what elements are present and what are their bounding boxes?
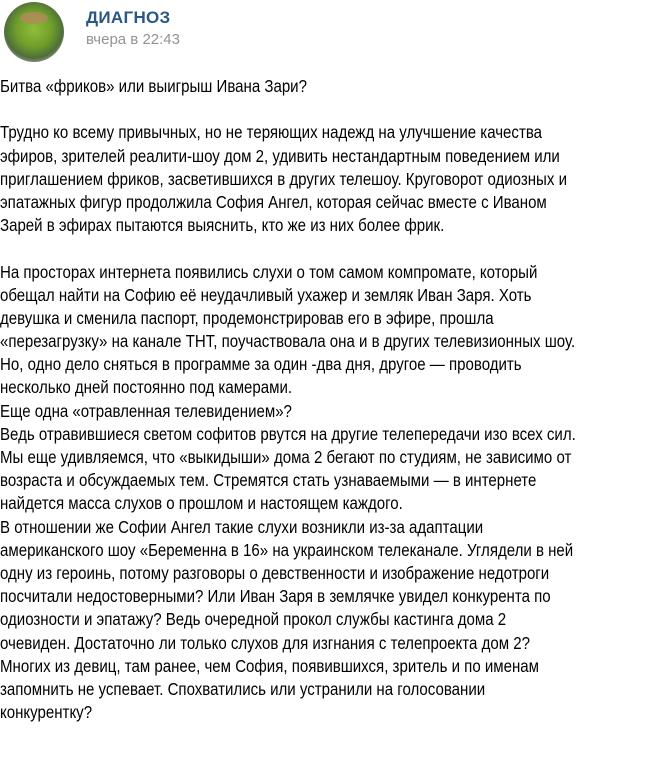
post-text-line: эпатажных фигур продолжила София Ангел, которая сейчас вместе с Иваном [0,191,547,212]
post-text-line: девушка и сменила паспорт, продемонстрировав его в эфире, прошла [0,307,494,328]
post-text-line: приглашением фриков, засветившихся в других телешоу. Круговорот одиозных и [0,168,567,189]
community-avatar[interactable] [4,2,64,62]
post-text-line: одиозности и эпатажу? Ведь очередной прокол службы кастинга дома 2 [0,609,507,630]
post-text-line [0,237,665,260]
community-name-link[interactable]: ДИАГНОЗ [86,8,171,27]
post-timestamp[interactable]: вчера в 22:43 [86,31,180,48]
post-text-line: очевиден. Достаточно ли только слухов для изгнания с телепроекта дом 2? [0,632,530,653]
post-text-line: Но, одно дело сняться в программе за один -два дня, другое — проводить [0,354,522,375]
post-text-line: Ведь отравившиеся светом софитов рвутся на другие телепередачи изо всех сил. [0,423,576,444]
post-text-line: эфиров, зрителей реалити-шоу дом 2, удивить нестандартным поведением или [0,145,560,166]
post-text-line: В отношении же Софии Ангел такие слухи возникли из-за адаптации [0,516,484,537]
post-text-line: несколько дней постоянно под камерами. [0,377,293,398]
post-text-line: «перезагрузку» на канале ТНТ, поучаствовала она и в других телевизионных шоу. [0,331,576,352]
post-text-line: обещал найти на Софию её неудачливый ухажер и земляк Иван Заря. Хоть [0,284,532,305]
post-text-line: возраста и обсуждаемых тем. Стремятся стать узнаваемыми — в интернете [0,470,537,491]
post-text [0,75,665,724]
post-title-line: Битва «фриков» или выигрыш Ивана Зари? [0,76,307,96]
post-text-line [0,98,665,121]
post-text-line: Мы еще удивляемся, что «выкидыши» дома 2 бегают по студиям, не зависимо от [0,447,572,467]
post-text-line: Зарей в эфирах пытаются выяснить, кто же из них более фрик. [0,215,445,236]
post-text-line: Трудно ко всему привычных, но не теряющих надежд на улучшение качества [0,122,543,143]
post-header [0,0,670,70]
post-text-line: запомнить не успевает. Спохватились или устранили на голосовании [0,678,486,699]
post-text-line: Многих из девиц, там ранее, чем София, появившихся, зритель и по именам [0,655,539,676]
post-text-line: На просторах интернета появились слухи о том самом компромате, который [0,261,538,282]
post-text-line: посчитали недостоверными? Или Иван Заря в землячке увидел конкурента по [0,586,551,607]
post-text-line: найдется масса слухов о прошлом и настоящем каждого. [0,493,403,514]
post-text-line: Еще одна «отравленная телевидением»? [0,400,292,421]
post-text-line: конкурентку? [0,702,93,723]
post-text-line: одну из героинь, потому разговоры о девственности и изображение недотроги [0,562,550,583]
post-text-line: американского шоу «Беременна в 16» на украинском телеканале. Углядели в ней [0,539,574,560]
